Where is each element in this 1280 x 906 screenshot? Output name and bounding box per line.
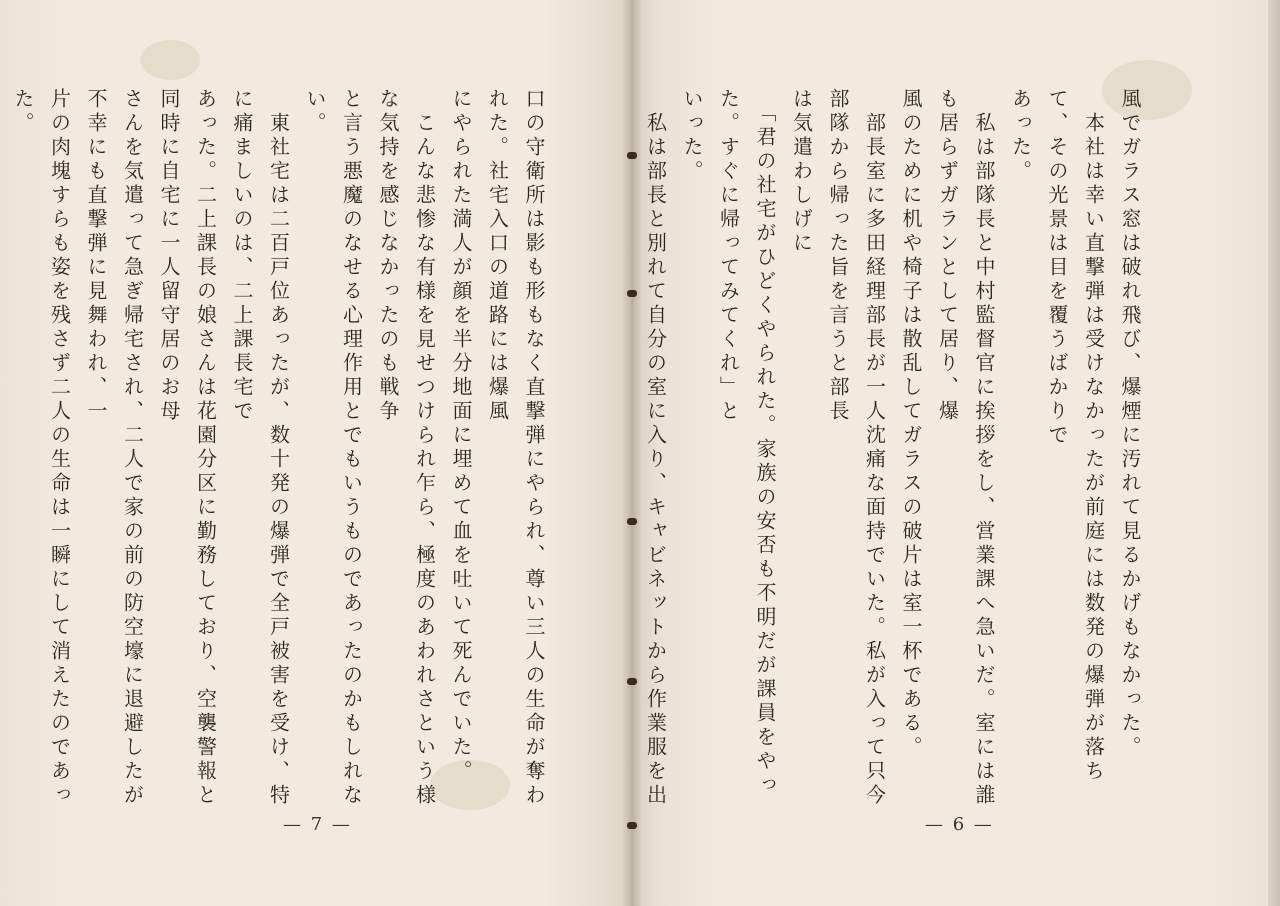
- binding-stitch: [627, 152, 637, 159]
- page-edge: [1268, 0, 1280, 906]
- right-page-number: — 6 —: [925, 814, 994, 835]
- binding-stitch: [627, 290, 637, 297]
- right-page: [632, 0, 1268, 906]
- left-page-number: — 7 —: [283, 814, 352, 835]
- binding-stitch: [627, 678, 637, 685]
- left-page-body-text: 口の守衛所は影も形もなく直撃弾にやられ、尊い三人の生命が奪われた。社宅入口の道路には爆風 にやられた満人が顔を半分地面に埋めて血を吐いて死んでいた。 こんな悲惨な有様を見せつけられ乍ら、極度のあわれさという様な気持を感じなかったのも戦争 と言う悪魔のなせる心理作用とでもいうものであったのかもしれない。 東社宅は二百戸位あったが、数十発の爆弾で全戸被害を受け、特に痛ましいのは、二上課長宅で あった。二上課長の娘さんは花園分区に勤務しており、空襲警報と同時に自宅に一人留守居のお母 さんを気遣って急ぎ帰宅され、二人で家の前の防空壕に退避したが不幸にも直撃弾に見舞われ、一 片の肉塊すらも姿を残さず二人の生命は一瞬にして消えたのであった。: [11, 88, 546, 808]
- right-page-body-text: 風でガラス窓は破れ飛び、爆煙に汚れて見るかげもなかった。 本社は幸い直撃弾は受けなかったが前庭には数発の爆弾が落ちて、その光景は目を覆うばかりで あった。 私は部隊長と中村監督官に挨拶をし、営業課へ急いだ。室には誰も居らずガランとして居り、爆 風のために机や椅子は散乱してガラスの破片は室一杯である。 部長室に多田経理部長が一人沈痛な面持でいた。私が入って只今部隊から帰った旨を言うと部長 は気遣わしげに 「君の社宅がひどくやられた。家族の安否も不明だが課員をやった。すぐに帰ってみてくれ」と いった。 私は部長と別れて自分の室に入り、キャビネットから作業服を出: [643, 88, 1142, 808]
- left-page: [0, 0, 632, 906]
- paper-stain: [140, 40, 200, 80]
- book-gutter: [622, 0, 642, 906]
- binding-stitch: [627, 518, 637, 525]
- binding-stitch: [627, 822, 637, 829]
